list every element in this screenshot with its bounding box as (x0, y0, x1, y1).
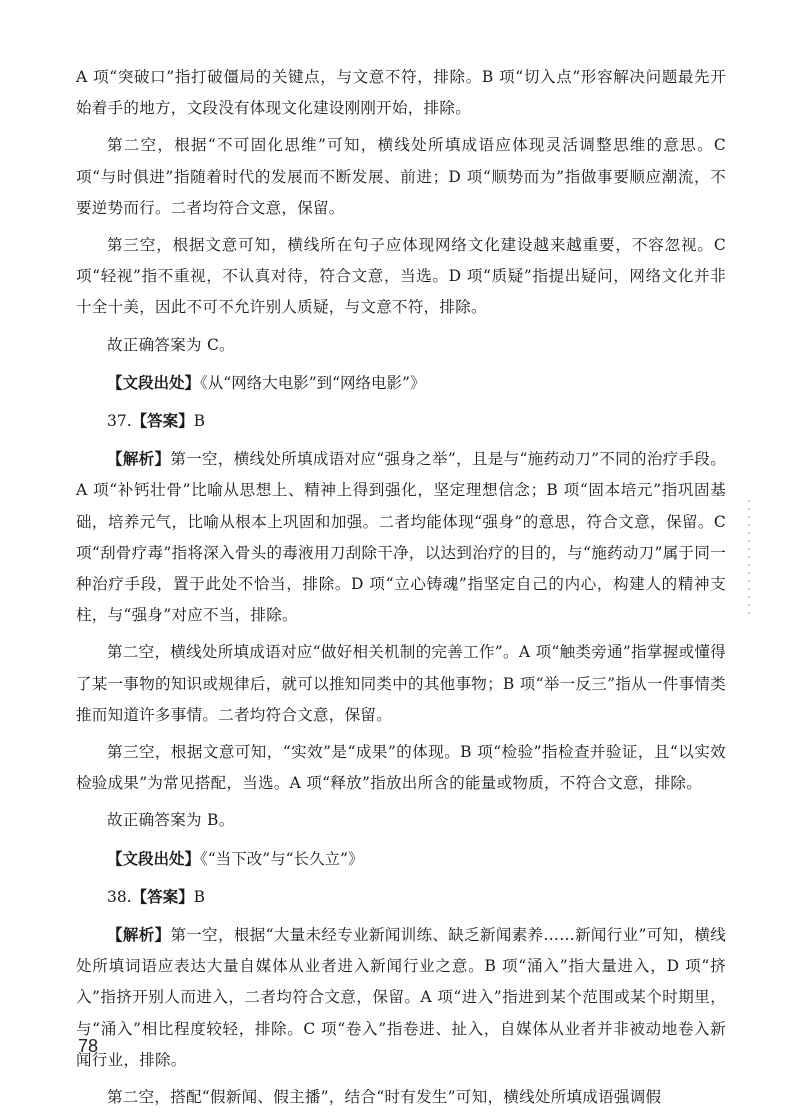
analysis-paragraph (76, 919, 726, 1076)
source-line (76, 843, 726, 875)
analysis-paragraph (76, 443, 726, 631)
source-title: 《“当下改”与“长久立”》 (200, 849, 364, 868)
scan-margin-mark (748, 500, 750, 620)
source-label: 【文段出处】 (107, 372, 201, 392)
answer-line (76, 881, 726, 913)
analysis-paragraph: 第二空，搭配“假新闻、假主播”，结合“时有发生”可知，横线处所填成语强调假 (107, 1088, 662, 1107)
question-number: 38. (107, 887, 132, 906)
page-content (76, 62, 726, 1119)
answer-value: B (193, 412, 206, 431)
analysis-text: 第一空，根据“大量未经专业新闻训练、缺乏新闻素养……新闻行业”可知，横线处所填词语应表达大量自媒体从业者进入新闻行业之意。B 项“涌入”指大量进入，D 项“挤入”指挤开别人而进入，二者均符合文意，保留。A 项“进入”指进到某个范围或某个时期里，与“涌入”相比程度较轻，排除。C 项“卷入”指卷进、扯入，自媒体从业者并非被动地卷入新闻行业，排除。 (76, 926, 727, 1069)
answer-label: 【答案】 (131, 886, 194, 906)
source-title: 《从“网络大电影”到“网络电影”》 (200, 373, 426, 392)
question-number: 37. (107, 412, 132, 431)
analysis-text: 第一空，横线处所填成语对应“强身之举”，且是与“施药动刀”不同的治疗手段。A 项“补钙壮骨”比喻从思想上、精神上得到强化，坚定理想信念；B 项“固本培元”指巩固基础，培养元气，比喻从根本上巩固和加强。二者均能体现“强身”的意思，符合文意，保留。C 项“刮骨疗毒”指将深入骨头的毒液用刀刮除干净，以达到治疗的目的，与“施药动刀”属于同一种治疗手段，置于此处不恰当，排除。D 项“立心铸魂”指坚定自己的内心，构建人的精神支柱，与“强身”对应不当，排除。 (76, 450, 726, 625)
analysis-label: 【解析】 (107, 449, 171, 469)
analysis-paragraph: 故正确答案为 B。 (107, 811, 235, 830)
paragraph: 第三空，根据文意可知，横线所在句子应体现网络文化建设越来越重要，不容忽视。C 项“轻视”指不重视，不认真对待，符合文意，当选。D 项“质疑”指提出疑问，网络文化并非十全十美，因此不可不允许别人质疑，与文意不符，排除。 (76, 236, 726, 317)
paragraph: 故正确答案为 C。 (107, 335, 235, 354)
answer-value: B (193, 887, 206, 906)
paragraph: 第二空，根据“不可固化思维”可知，横线处所填成语应体现灵活调整思维的意思。C 项“与时俱进”指随着时代的发展而不断发展、前进；D 项“顺势而为”指做事要顺应潮流，不要逆势而行。二者均符合文意，保留。 (76, 136, 726, 217)
source-line (76, 367, 726, 399)
source-label: 【文段出处】 (107, 848, 201, 868)
answer-line (76, 405, 726, 437)
analysis-label: 【解析】 (107, 925, 171, 945)
answer-label: 【答案】 (131, 411, 194, 431)
analysis-paragraph: 第二空，横线处所填成语对应“做好相关机制的完善工作”。A 项“触类旁通”指掌握或懂得了某一事物的知识或规律后，就可以推知同类中的其他事物；B 项“举一反三”指从一件事情类推而知道许多事情。二者均符合文意，保留。 (76, 643, 726, 724)
analysis-paragraph: 第三空，根据文意可知，“实效”是“成果”的体现。B 项“检验”指检查并验证，且“以实效检验成果”为常见搭配，当选。A 项“释放”指放出所含的能量或物质，不符合文意，排除。 (76, 743, 726, 793)
page-number: 78 (78, 1036, 99, 1056)
paragraph: A 项“突破口”指打破僵局的关键点，与文意不符，排除。B 项“切入点”形容解决问题最先开始着手的地方，文段没有体现文化建设刚刚开始，排除。 (76, 68, 726, 118)
